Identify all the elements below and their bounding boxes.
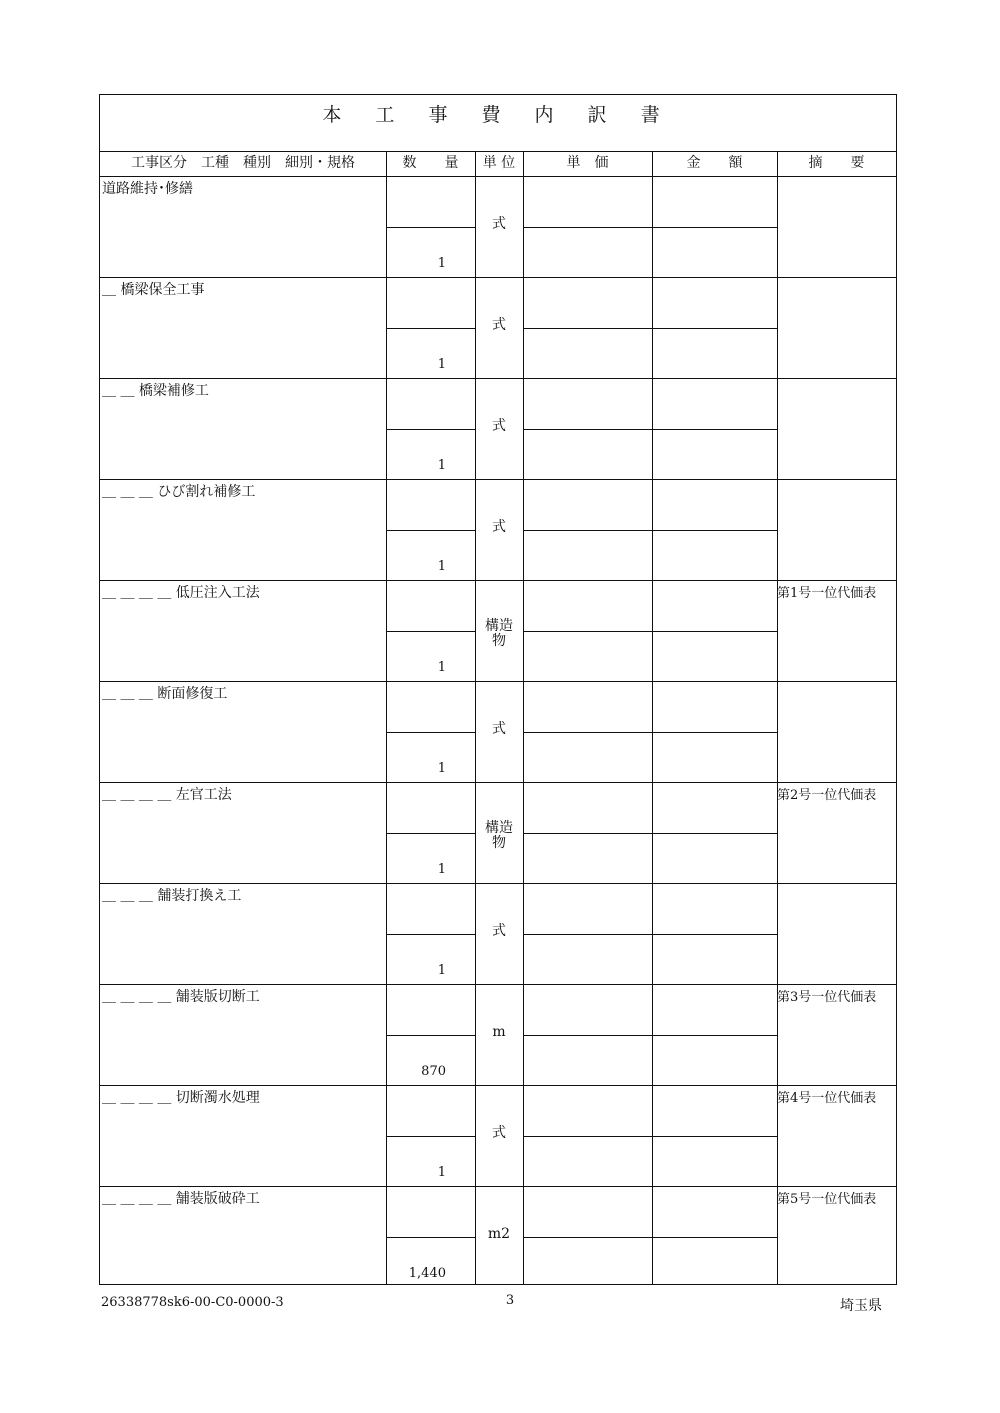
item-name: ＿ ＿ ＿ ひび割れ補修工 xyxy=(102,484,256,500)
organization-name: 埼玉県 xyxy=(840,1298,882,1314)
row-subdivider xyxy=(386,1136,475,1137)
header-amount: 金 額 xyxy=(686,155,743,171)
item-name: ＿ ＿ ＿ ＿ 切断濁水処理 xyxy=(102,1090,260,1106)
table-row xyxy=(100,1187,896,1288)
row-subdivider xyxy=(386,429,475,430)
remarks-value: 第2号一位代価表 xyxy=(777,788,877,803)
row-subdivider xyxy=(523,732,652,733)
row-subdivider xyxy=(386,1035,475,1036)
header-unit-price: 単 価 xyxy=(566,155,609,171)
row-subdivider xyxy=(652,1237,777,1238)
item-name: ＿ 橋梁保全工事 xyxy=(102,282,205,298)
header-quantity: 数 量 xyxy=(402,155,459,171)
row-subdivider xyxy=(652,631,777,632)
row-subdivider xyxy=(523,631,652,632)
header-item: 工事区分 工種 種別 細別・規格 xyxy=(131,155,355,171)
table-row xyxy=(100,480,896,581)
table-row xyxy=(100,581,896,682)
row-subdivider xyxy=(652,227,777,228)
unit-value: 式 xyxy=(492,216,506,232)
unit-value: 式 xyxy=(492,721,506,737)
unit-value: 式 xyxy=(492,519,506,535)
table-row xyxy=(100,985,896,1086)
row-subdivider xyxy=(386,934,475,935)
item-name: ＿ ＿ ＿ ＿ 舗装版破砕工 xyxy=(102,1191,260,1207)
unit-value: 式 xyxy=(492,1125,506,1141)
item-name: ＿ ＿ ＿ ＿ 左官工法 xyxy=(102,787,232,803)
row-subdivider xyxy=(386,328,475,329)
row-subdivider xyxy=(652,833,777,834)
row-subdivider xyxy=(652,732,777,733)
unit-value: 構造 物 xyxy=(485,618,513,649)
quantity-value: 1 xyxy=(437,458,446,473)
row-subdivider xyxy=(523,934,652,935)
quantity-value: 1 xyxy=(437,660,446,675)
row-subdivider xyxy=(386,631,475,632)
quantity-value: 1 xyxy=(437,1165,446,1180)
row-subdivider xyxy=(386,732,475,733)
unit-value: 式 xyxy=(492,923,506,939)
table-row xyxy=(100,278,896,379)
item-name: 道路維持･修繕 xyxy=(102,181,193,197)
row-subdivider xyxy=(386,530,475,531)
row-subdivider xyxy=(523,1237,652,1238)
remarks-value: 第3号一位代価表 xyxy=(777,990,877,1005)
row-subdivider xyxy=(386,1237,475,1238)
row-subdivider xyxy=(523,1035,652,1036)
header-remarks: 摘 要 xyxy=(808,155,865,171)
item-name: ＿ ＿ ＿ ＿ 舗装版切断工 xyxy=(102,989,260,1005)
quantity-value: 1 xyxy=(437,256,446,271)
unit-value: 式 xyxy=(492,317,506,333)
title-area xyxy=(100,95,896,152)
remarks-value: 第5号一位代価表 xyxy=(777,1192,877,1207)
remarks-value: 第1号一位代価表 xyxy=(777,586,877,601)
remarks-value: 第4号一位代価表 xyxy=(777,1091,877,1106)
unit-value: m xyxy=(492,1024,506,1040)
row-subdivider xyxy=(652,1136,777,1137)
row-subdivider xyxy=(523,227,652,228)
quantity-value: 1,440 xyxy=(408,1266,446,1281)
quantity-value: 1 xyxy=(437,357,446,372)
row-subdivider xyxy=(652,429,777,430)
table-row xyxy=(100,177,896,278)
quantity-value: 1 xyxy=(437,761,446,776)
unit-value: 構造 物 xyxy=(485,820,513,851)
table-row xyxy=(100,379,896,480)
row-subdivider xyxy=(652,1035,777,1036)
table-row xyxy=(100,682,896,783)
cost-breakdown-sheet xyxy=(99,94,897,1285)
document-title: 本 工 事 費 内 訳 書 xyxy=(322,104,674,126)
row-subdivider xyxy=(523,1136,652,1137)
row-subdivider xyxy=(652,328,777,329)
row-subdivider xyxy=(386,833,475,834)
row-subdivider xyxy=(523,530,652,531)
item-name: ＿ ＿ ＿ 断面修復工 xyxy=(102,686,228,702)
quantity-value: 1 xyxy=(437,963,446,978)
row-subdivider xyxy=(386,227,475,228)
item-name: ＿ ＿ ＿ ＿ 低圧注入工法 xyxy=(102,585,260,601)
row-subdivider xyxy=(652,530,777,531)
document-code: 26338778sk6-00-C0-0000-3 xyxy=(101,1295,284,1310)
header-unit: 単 位 xyxy=(482,155,516,171)
table-row xyxy=(100,884,896,985)
item-name: ＿ ＿ 橋梁補修工 xyxy=(102,383,209,399)
row-subdivider xyxy=(523,429,652,430)
quantity-value: 1 xyxy=(437,862,446,877)
item-name: ＿ ＿ ＿ 舗装打換え工 xyxy=(102,888,242,904)
quantity-value: 870 xyxy=(421,1064,446,1079)
quantity-value: 1 xyxy=(437,559,446,574)
row-subdivider xyxy=(523,833,652,834)
unit-value: m2 xyxy=(487,1226,511,1242)
unit-value: 式 xyxy=(492,418,506,434)
table-row xyxy=(100,783,896,884)
row-subdivider xyxy=(652,934,777,935)
row-subdivider xyxy=(523,328,652,329)
page-number: 3 xyxy=(505,1293,515,1308)
table-row xyxy=(100,1086,896,1187)
